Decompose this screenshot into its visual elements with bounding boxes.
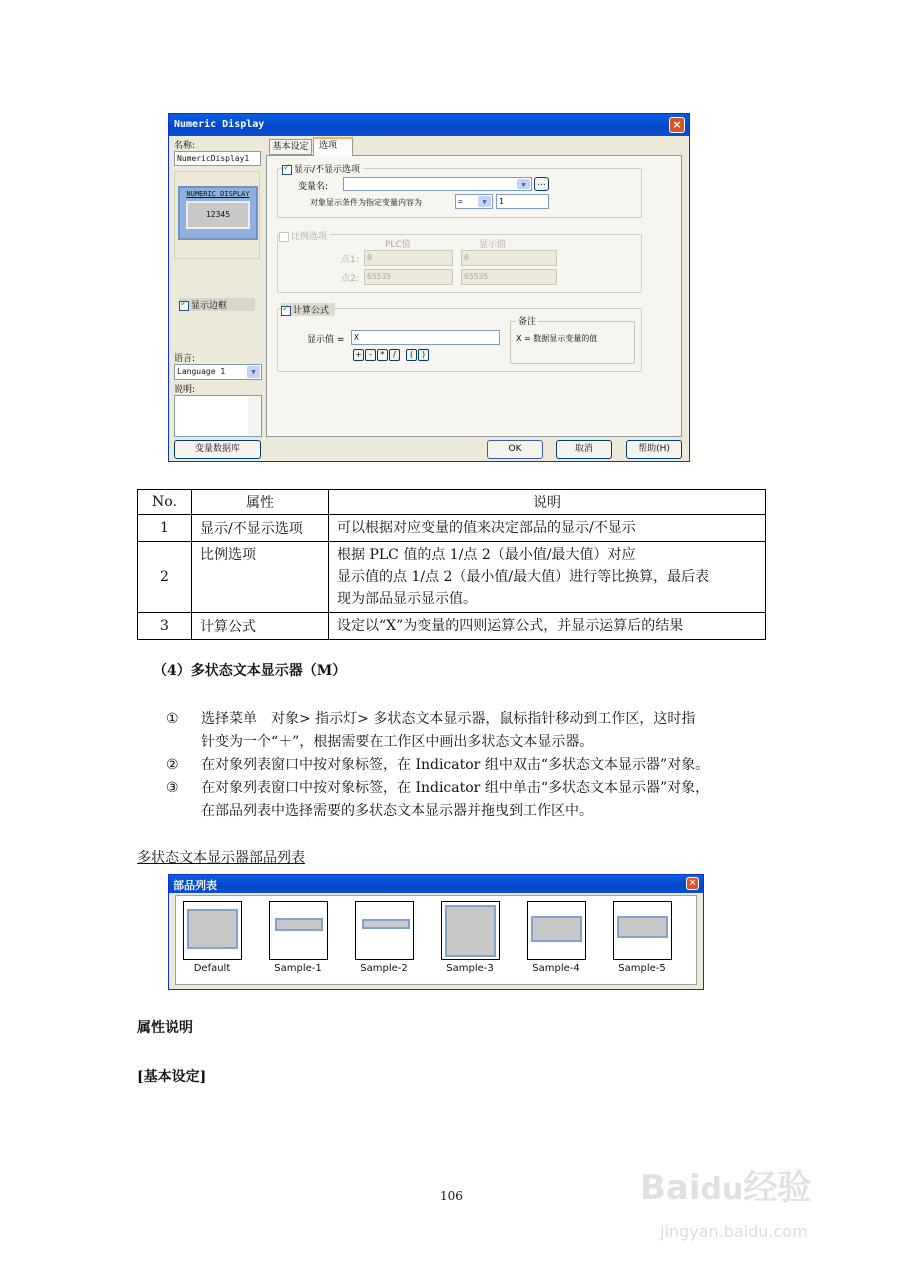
condition-label: 对象显示条件为指定变量内容为: [310, 198, 422, 207]
cell-property: 计算公式: [192, 613, 329, 640]
chevron-down-icon: ▼: [478, 196, 491, 207]
close-button[interactable]: ×: [686, 877, 699, 890]
close-button[interactable]: ×: [669, 117, 685, 133]
list-item: [166, 777, 776, 823]
scrollbar[interactable]: [248, 396, 261, 436]
checkbox-icon: [179, 301, 189, 311]
operator-button[interactable]: +: [353, 349, 364, 361]
help-button[interactable]: 帮助(H): [626, 440, 682, 459]
part-thumbnail[interactable]: [355, 901, 414, 960]
formula-input[interactable]: X: [351, 330, 500, 345]
note-text: X = 数据显示变量的值: [516, 334, 598, 343]
cell-no: 1: [138, 515, 192, 542]
cell-property: 显示/不显示选项: [192, 515, 329, 542]
ok-button[interactable]: OK: [487, 440, 543, 459]
table-row: [138, 515, 766, 542]
part-thumbnail[interactable]: [183, 901, 242, 960]
description-label: 说明:: [174, 385, 196, 395]
show-border-checkbox[interactable]: [179, 298, 255, 311]
variable-name-label: 变量名:: [298, 182, 329, 192]
tab-options[interactable]: 选项: [313, 137, 353, 156]
cell-property: 比例选项: [192, 542, 329, 613]
table-row: [138, 542, 766, 613]
description-line: 设定以“X”为变量的四则运算公式，并显示运算后的结果: [337, 618, 684, 634]
basic-settings-heading: [基本设定]: [137, 1069, 207, 1085]
cancel-button[interactable]: 取消: [556, 440, 612, 459]
part-label: Sample-1: [274, 963, 322, 974]
cell-description: [329, 613, 766, 640]
parts-caption: 多状态文本显示器部品列表: [137, 850, 305, 866]
list-item: [166, 708, 776, 754]
name-label: 名称:: [174, 141, 196, 151]
parts-list: [175, 895, 697, 985]
language-value: Language 1: [177, 367, 226, 376]
description-line: 显示值的点 1/点 2（最小值/最大值）进行等比换算，最后表: [337, 569, 710, 585]
point1-display-input[interactable]: 0: [461, 250, 557, 266]
tab-panel: [266, 155, 682, 437]
point1-plc-input[interactable]: 0: [364, 250, 453, 266]
scale-label: 比例选项: [291, 232, 328, 242]
part-label: Sample-2: [360, 963, 408, 974]
part-preview: [275, 918, 323, 931]
part-preview: [617, 916, 668, 938]
part-thumbnail[interactable]: [527, 901, 586, 960]
part-label: Sample-3: [446, 963, 494, 974]
operator-select[interactable]: [455, 194, 493, 209]
point2-label: 点2:: [341, 274, 359, 284]
header-property: 属性: [192, 490, 329, 515]
operator-button[interactable]: -: [365, 349, 376, 361]
list-item: [166, 754, 776, 777]
point2-plc-input[interactable]: 65535: [364, 269, 453, 285]
header-description: 说明: [329, 490, 766, 515]
description-textarea[interactable]: [174, 395, 262, 437]
display-value-label: 显示值 =: [307, 335, 345, 345]
part-preview: [187, 909, 238, 949]
cell-description: [329, 515, 766, 542]
chevron-down-icon: ▼: [247, 366, 260, 378]
parts-list-dialog: [168, 874, 704, 990]
step-line: 选择菜单 对象> 指示灯> 多状态文本显示器，鼠标指针移动到工作区，这时指: [201, 711, 696, 727]
show-border-label: 显示边框: [191, 301, 228, 311]
step-line: 在对象列表窗口中按对象标签，在 Indicator 组中单击“多状态文本显示器”对象，: [201, 780, 710, 796]
variable-database-button[interactable]: 变量数据库: [174, 440, 261, 459]
attributes-heading: 属性说明: [137, 1020, 193, 1036]
variable-name-combo[interactable]: [343, 177, 532, 191]
table-row: [138, 613, 766, 640]
formula-checkbox[interactable]: [281, 303, 335, 316]
part-label: Sample-5: [618, 963, 666, 974]
language-label: 语言:: [174, 354, 196, 364]
part-thumbnail[interactable]: [441, 901, 500, 960]
part-preview: [362, 919, 410, 929]
browse-button[interactable]: ...: [534, 177, 549, 191]
step-number: ③: [166, 780, 179, 796]
table-header-row: [138, 490, 766, 515]
step-number: ②: [166, 757, 179, 773]
step-line: 针变为一个“＋”，根据需要在工作区中画出多状态文本显示器。: [201, 734, 594, 750]
numeric-display-dialog: [168, 113, 690, 462]
property-table: [137, 489, 766, 640]
part-thumbnail[interactable]: [613, 901, 672, 960]
plc-header: PLC值: [385, 240, 411, 250]
preview-title: NUMERIC DISPLAY: [186, 190, 250, 198]
checkbox-icon: [281, 306, 291, 316]
page-number: 106: [440, 1189, 463, 1203]
preview-box: [174, 171, 260, 259]
operator-button[interactable]: ): [418, 349, 429, 361]
note-label: 备注: [516, 314, 538, 327]
part-thumbnail[interactable]: [269, 901, 328, 960]
operator-button[interactable]: /: [389, 349, 400, 361]
steps-list: [166, 708, 776, 823]
section-heading: （4）多状态文本显示器（M）: [153, 663, 347, 679]
part-preview: [445, 905, 496, 957]
formula-label: 计算公式: [293, 306, 330, 316]
point2-display-input[interactable]: 65535: [461, 269, 557, 285]
name-input[interactable]: NumericDisplay1: [174, 151, 261, 166]
baidu-watermark-url: jingyan.baidu.com: [660, 1222, 808, 1241]
step-line: 在对象列表窗口中按对象标签，在 Indicator 组中双击“多状态文本显示器”对象。: [201, 757, 710, 773]
checkbox-icon: [279, 232, 289, 242]
group-scale: [277, 234, 642, 293]
baidu-watermark-logo: Baidu经验: [640, 1168, 812, 1208]
operator-buttons: [353, 349, 429, 361]
part-label: Default: [193, 963, 231, 974]
part-preview: [531, 916, 582, 942]
parts-dialog-title: 部品列表: [173, 879, 217, 892]
scale-checkbox[interactable]: [279, 229, 330, 242]
description-line: 现为部品显示显示值。: [337, 591, 477, 607]
language-select[interactable]: [174, 364, 262, 380]
display-header: 显示值: [479, 240, 507, 250]
chevron-down-icon: ▼: [517, 179, 530, 189]
group-visibility: [277, 168, 642, 218]
cell-no: 2: [138, 542, 192, 613]
dialog-title: Numeric Display: [174, 119, 265, 130]
header-no: No.: [138, 490, 192, 515]
part-label: Sample-4: [532, 963, 580, 974]
condition-value-input[interactable]: 1: [496, 194, 549, 209]
cell-no: 3: [138, 613, 192, 640]
step-line: 在部品列表中选择需要的多状态文本显示器并拖曳到工作区中。: [201, 803, 593, 819]
point1-label: 点1:: [341, 255, 359, 265]
preview-value: 12345: [186, 201, 250, 229]
description-line: 根据 PLC 值的点 1/点 2（最小值/最大值）对应: [337, 547, 636, 563]
description-line: 可以根据对应变量的值来决定部品的显示/不显示: [337, 520, 636, 536]
operator-value: =: [458, 197, 463, 206]
step-number: ①: [166, 711, 179, 727]
visibility-label: 显示/不显示选项: [294, 165, 361, 175]
tab-basic-settings[interactable]: 基本设定: [269, 139, 312, 155]
operator-button[interactable]: (: [406, 349, 417, 361]
checkbox-icon: [282, 165, 292, 175]
dialog-title-bar: [169, 114, 689, 136]
cell-description: [329, 542, 766, 613]
visibility-checkbox[interactable]: [282, 162, 363, 175]
operator-button[interactable]: *: [377, 349, 388, 361]
